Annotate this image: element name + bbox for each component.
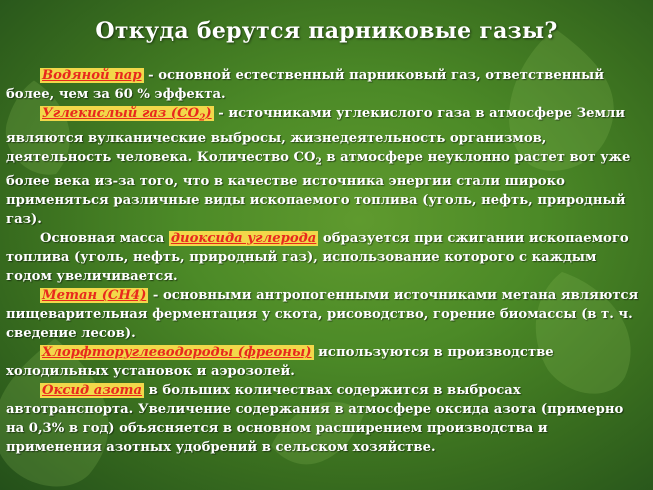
paragraph-text: - источниками углекислого газа в атмосфере Земли являются вулканические выбросы, жизнедеятельность организмов, деятельность человека. Количество CO	[6, 106, 626, 165]
term-methane: Метан (CH4)	[42, 288, 147, 304]
paragraph-text: образуется при сжигании ископаемого топлива (уголь, нефть, природный газ), использование которого с каждым годом увеличивается.	[6, 231, 629, 285]
slide-title: Откуда берутся парниковые газы?	[95, 18, 558, 44]
term-subscript: 2	[199, 113, 206, 124]
paragraph-text: - основными антропогенными источниками метана являются пищеварительная ферментация у скота, рисоводство, горение биомассы (в т. ч. сведение лесов).	[6, 288, 639, 342]
paragraph-co2-mass	[6, 229, 646, 286]
paragraph-methane	[6, 286, 646, 343]
paragraph-carbon-dioxide	[6, 104, 646, 229]
paragraph-text: используются в производстве холодильных установок и аэрозолей.	[6, 345, 554, 380]
paragraph-nitrous-oxide	[6, 381, 646, 457]
paragraph-text: в больших количествах содержится в выбросах автотранспорта. Увеличение содержания в атмосфере оксида азота (примерно на 0,3% в год) объясняется в основном расширением производства и применения азотных удобрений в сельском хозяйстве.	[6, 383, 624, 456]
paragraph-freons	[6, 343, 646, 381]
subscript: 2	[315, 157, 322, 168]
term-carbon-dioxide	[40, 106, 214, 124]
slide-body	[6, 66, 646, 457]
term-nitrous-oxide: Оксид азота	[42, 383, 143, 399]
paragraph-text-lead: Основная масса	[40, 231, 169, 247]
term-text-end: )	[205, 106, 212, 121]
term-co2-dioxide: диоксида углерода	[170, 231, 317, 247]
paragraph-water-vapor	[6, 66, 646, 104]
term-water-vapor: Водяной пар	[42, 68, 142, 83]
term-text: Углекислый газ (CO	[42, 106, 200, 121]
term-freons: Хлорфторуглеводороды (фреоны)	[42, 345, 312, 361]
paragraph-text-continued: в атмосфере неуклонно растет вот уже более века из-за того, что в качестве источника энергии стали широко применяться различные виды ископаемого топлива (уголь, нефть, природный газ).	[6, 149, 631, 228]
paragraph-text: - основной естественный парниковый газ, ответственный более, чем за 60 % эффекта.	[6, 68, 605, 102]
